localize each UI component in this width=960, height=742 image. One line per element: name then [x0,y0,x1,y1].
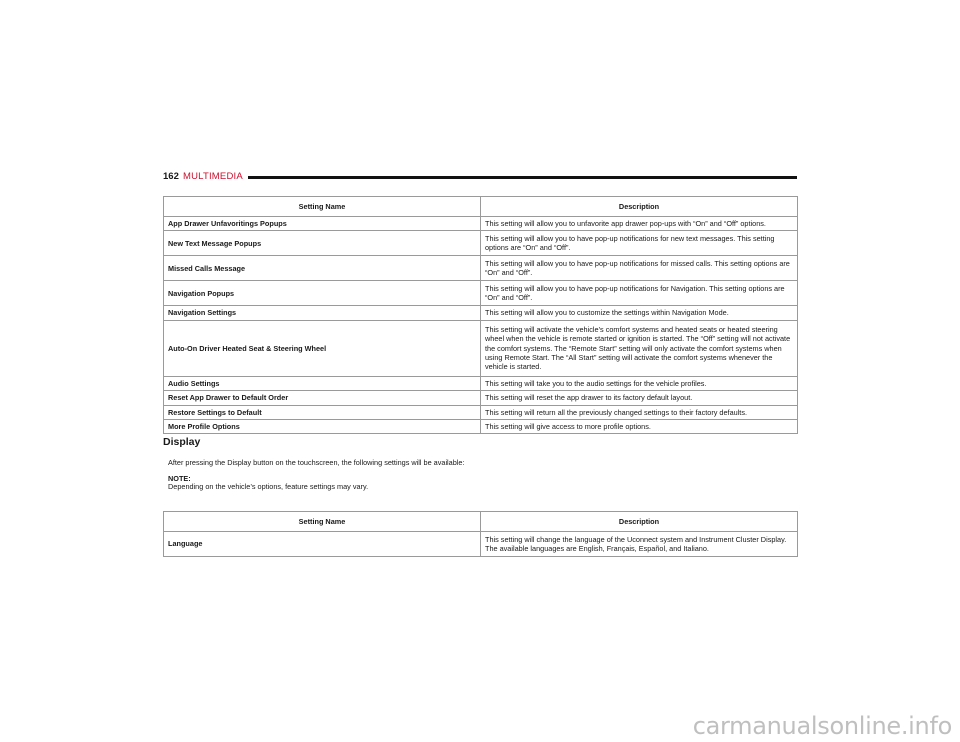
setting-description: This setting will activate the vehicle’s comfort systems and heated seats or heated steering wheel when the vehicle is remote started or ignition is started. The “Off” setting will not activate the comfort systems. The “Remote Start” setting will only activate the comfort systems when using Remote Start. The “All Start” setting will activate the comfort systems whenever the vehicle is started. [481,320,798,376]
table-row [164,420,798,434]
setting-description: This setting will allow you to have pop-up notifications for missed calls. This setting options are “On” and “Off”. [481,256,798,281]
profile-settings-table [163,196,798,434]
setting-description: This setting will allow you to have pop-up notifications for Navigation. This setting options are “On” and “Off”. [481,281,798,306]
setting-name: Navigation Popups [164,281,481,306]
setting-name: App Drawer Unfavoritings Popups [164,217,481,231]
display-intro-text: After pressing the Display button on the touchscreen, the following settings will be available: [168,458,465,467]
setting-name: Language [164,532,481,557]
table-row [164,376,798,390]
table-header-row [164,197,798,217]
setting-description: This setting will give access to more profile options. [481,420,798,434]
table-header-row [164,512,798,532]
page-header [163,171,797,185]
setting-name: Audio Settings [164,376,481,390]
page-number: 162 [163,171,179,182]
setting-description: This setting will return all the previously changed settings to their factory defaults. [481,405,798,419]
display-section-heading: Display [163,436,201,448]
column-header-setting-name: Setting Name [164,197,481,217]
setting-name: New Text Message Popups [164,231,481,256]
note-label: NOTE: [168,474,191,483]
column-header-description: Description [481,512,798,532]
display-settings-table [163,511,798,557]
column-header-setting-name: Setting Name [164,512,481,532]
setting-name: Auto-On Driver Heated Seat & Steering Wheel [164,320,481,376]
column-header-description: Description [481,197,798,217]
table-row [164,320,798,376]
setting-description: This setting will allow you to customize the settings within Navigation Mode. [481,306,798,320]
table-row [164,231,798,256]
table-row [164,281,798,306]
table-row [164,405,798,419]
table-row [164,532,798,557]
table-row [164,217,798,231]
setting-description: This setting will reset the app drawer to its factory default layout. [481,391,798,405]
setting-name: Navigation Settings [164,306,481,320]
section-title: MULTIMEDIA [183,171,243,182]
table-row [164,391,798,405]
setting-name: Reset App Drawer to Default Order [164,391,481,405]
setting-description: This setting will change the language of the Uconnect system and Instrument Cluster Display. The available languages are English, Français, Español, and Italiano. [481,532,798,557]
setting-description: This setting will allow you to unfavorite app drawer pop-ups with “On” and “Off” options. [481,217,798,231]
setting-description: This setting will allow you to have pop-up notifications for new text messages. This setting options are “On” and “Off”. [481,231,798,256]
table-row [164,306,798,320]
note-text: Depending on the vehicle’s options, feature settings may vary. [168,482,369,491]
setting-name: More Profile Options [164,420,481,434]
table-row [164,256,798,281]
setting-description: This setting will take you to the audio settings for the vehicle profiles. [481,376,798,390]
watermark-text: carmanualsonline.info [692,712,952,740]
setting-name: Missed Calls Message [164,256,481,281]
header-rule [248,176,797,179]
setting-name: Restore Settings to Default [164,405,481,419]
